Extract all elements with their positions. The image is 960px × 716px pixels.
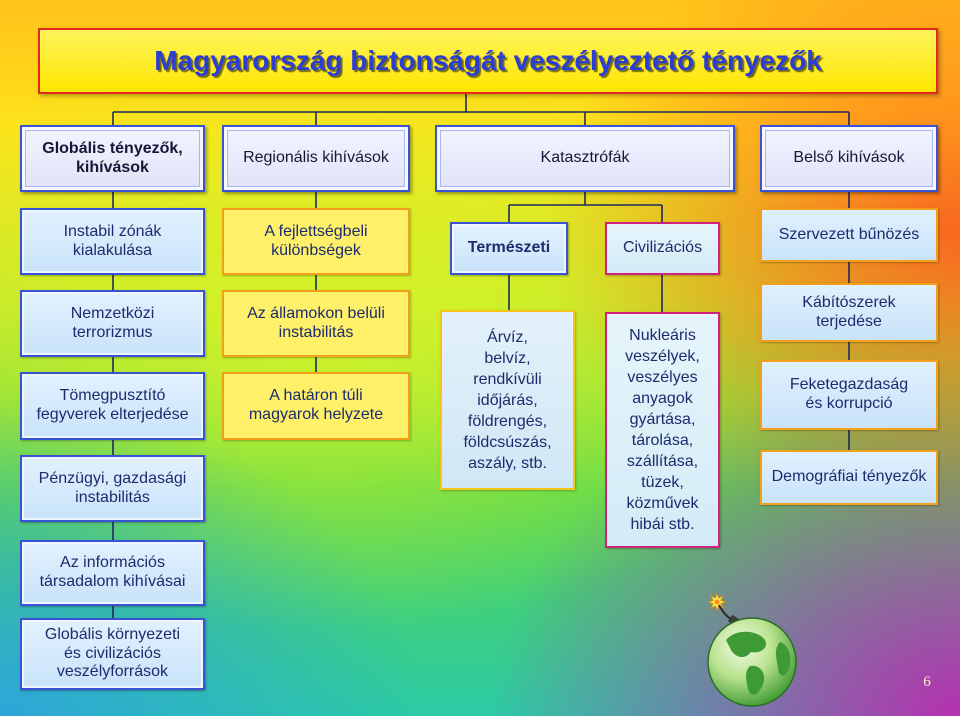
node-label: Globális környezeti és civilizációs veszélyforrások xyxy=(44,625,181,681)
node-label: Globális tényezők, kihívások xyxy=(42,139,183,176)
globe-bomb-icon xyxy=(688,586,808,708)
node-natural-disasters xyxy=(450,222,568,275)
node-label: Feketegazdaság és korrupció xyxy=(789,376,909,412)
node-drug-spread xyxy=(760,283,938,342)
node-label: Árvíz, belvíz, rendkívüli időjárás, földrengés, földcsúszás, aszály, stb. xyxy=(463,328,552,472)
node-organized-crime xyxy=(760,208,938,262)
node-label: Pénzügyi, gazdasági instabilitás xyxy=(38,469,187,506)
node-label: Természeti xyxy=(467,239,551,257)
node-label: Demográfiai tényezők xyxy=(771,468,927,486)
node-label: Szervezett bűnözés xyxy=(778,225,920,243)
page-number: 6 xyxy=(923,674,931,690)
node-natural-disasters-list xyxy=(440,310,575,490)
node-internal-state-instability xyxy=(222,290,410,357)
node-label: Tömegpusztító fegyverek elterjedése xyxy=(36,387,189,423)
node-label: Kábítószerek terjedése xyxy=(802,293,896,330)
fuse-icon xyxy=(719,605,732,620)
node-label: Nemzetközi terrorizmus xyxy=(70,304,155,341)
node-global-environmental-risks xyxy=(20,618,205,690)
node-label: Belső kihívások xyxy=(793,149,905,167)
node-demographic-factors xyxy=(760,450,938,505)
node-label: Civilizációs xyxy=(622,239,703,257)
node-international-terrorism xyxy=(20,290,205,357)
node-civilizational-disasters xyxy=(605,222,720,275)
node-label: Az államokon belüli instabilitás xyxy=(247,304,385,341)
node-label: A határon túli magyarok helyzete xyxy=(248,387,384,423)
node-development-differences xyxy=(222,208,410,275)
node-label: Az információs társadalom kihívásai xyxy=(39,554,186,590)
node-financial-instability xyxy=(20,455,205,522)
category-regional-challenges xyxy=(222,125,410,192)
spark-core-icon xyxy=(714,599,719,604)
node-label: Regionális kihívások xyxy=(243,149,389,167)
node-unstable-zones xyxy=(20,208,205,275)
node-label: Katasztrófák xyxy=(540,149,630,167)
category-disasters xyxy=(435,125,735,192)
node-civilizational-disasters-list xyxy=(605,312,720,548)
page-title-text: Magyarország biztonságát veszélyeztető tényezők xyxy=(154,45,822,77)
node-hungarians-abroad xyxy=(222,372,410,440)
node-information-society xyxy=(20,540,205,606)
node-black-economy-corruption xyxy=(760,360,938,430)
node-wmd-proliferation xyxy=(20,372,205,440)
node-label: A fejlettségbeli különbségek xyxy=(264,222,368,259)
page-title xyxy=(38,28,938,94)
node-label: Instabil zónák kialakulása xyxy=(63,222,162,259)
category-internal-challenges xyxy=(760,125,938,192)
node-label: Nukleáris veszélyek, veszélyes anyagok gyártása, tárolása, szállítása, tüzek, közművek hibái stb. xyxy=(625,327,700,533)
category-global-challenges xyxy=(20,125,205,192)
